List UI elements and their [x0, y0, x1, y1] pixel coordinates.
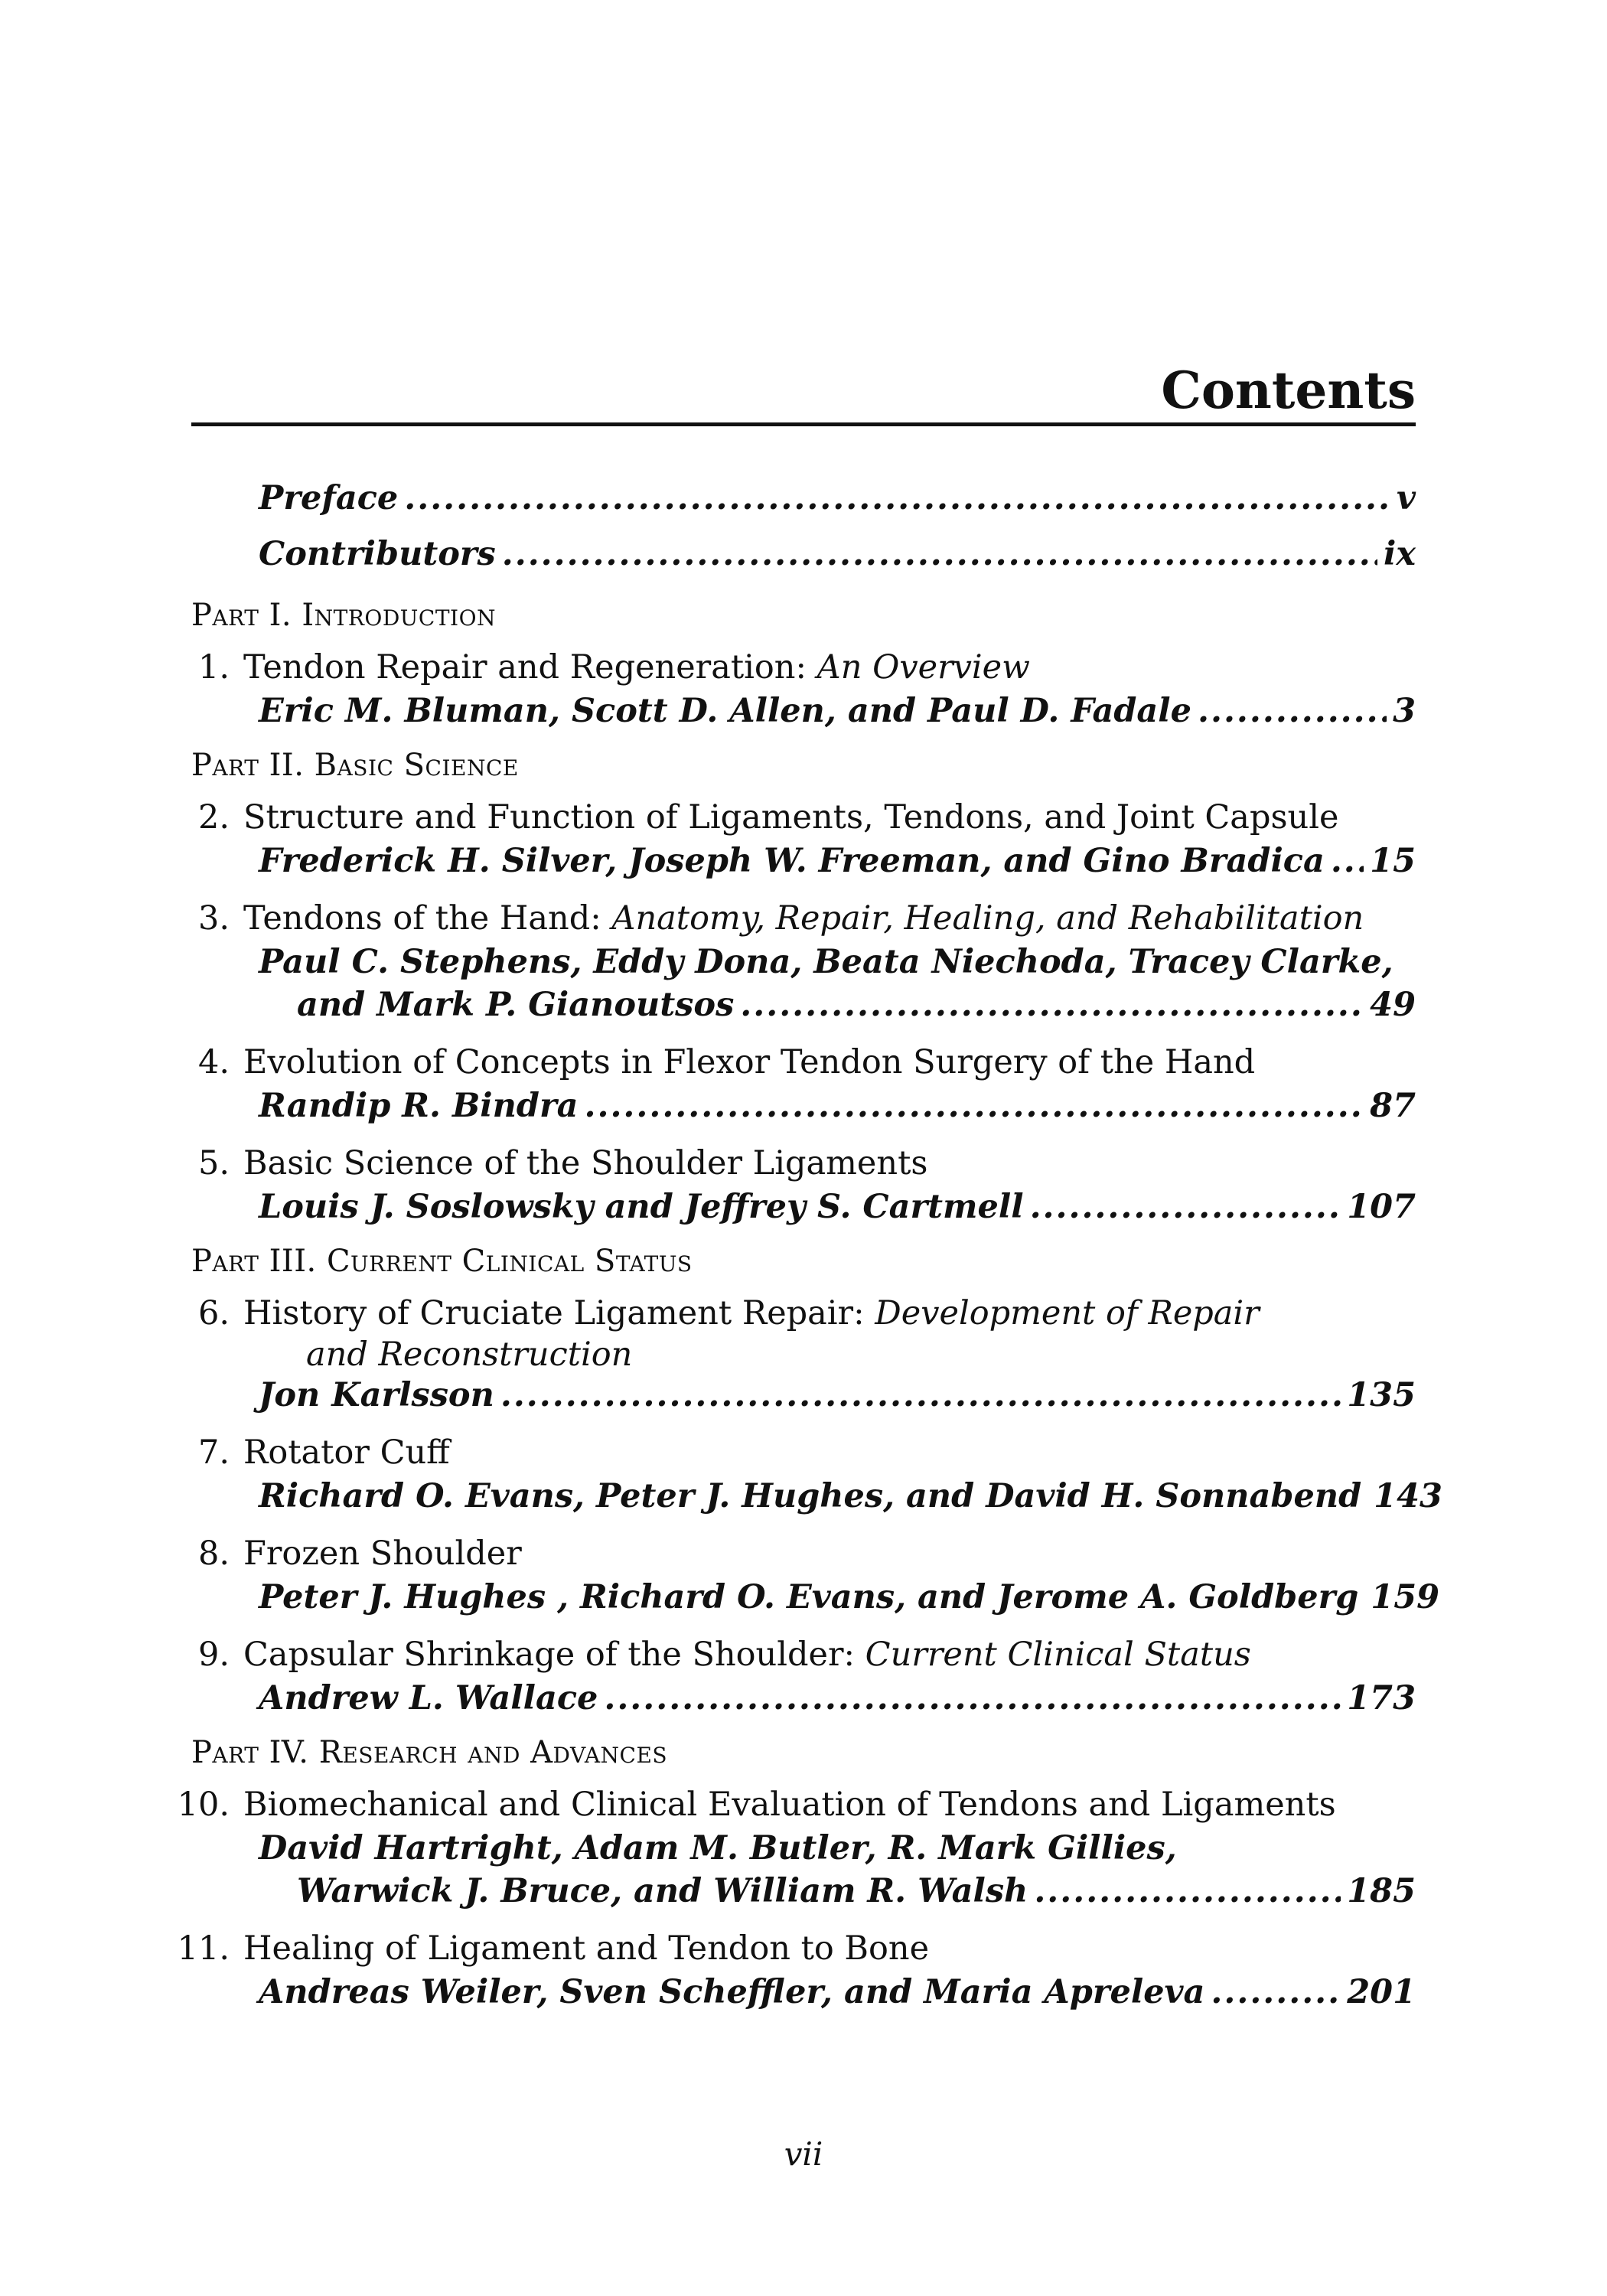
chapter-page: 173 [1347, 1679, 1416, 1717]
part-heading: Part IV. Research and Advances [191, 1735, 668, 1770]
front-matter-entry [259, 527, 1416, 582]
chapter-authors [259, 1186, 1416, 1228]
chapter-title-text: Frozen Shoulder [243, 1534, 522, 1573]
chapter-subtitle: An Overview [817, 648, 1030, 687]
author-names: and Mark P. Gianoutsos [297, 986, 735, 1024]
chapter-authors [259, 1827, 1416, 1870]
chapter-number: 5. [197, 1144, 230, 1182]
chapter-number: 6. [197, 1294, 230, 1332]
author-names: Randip R. Bindra [259, 1087, 579, 1125]
chapter-authors [259, 690, 1416, 732]
chapter-authors [259, 1084, 1416, 1127]
part-heading: Part I. Introduction [191, 598, 497, 633]
chapter-title-text: Rotator Cuff [243, 1433, 450, 1472]
chapter-title-line [191, 1430, 1416, 1475]
chapter-title-text: Capsular Shrinkage of the Shoulder: [243, 1636, 855, 1674]
chapter-title [243, 1926, 1416, 1971]
chapter-title-text: Tendon Repair and Regeneration: [243, 648, 807, 687]
chapter-title-line [191, 1632, 1416, 1677]
chapter-title-line [191, 1040, 1416, 1084]
chapter-subtitle: Current Clinical Status [865, 1636, 1251, 1674]
chapter-title-line [177, 1782, 1416, 1827]
chapter-title [243, 795, 1416, 840]
dot-leader [1198, 690, 1387, 732]
chapter-title [243, 896, 1416, 941]
author-names: Richard O. Evans, Peter J. Hughes, and David H. Sonnabend [259, 1477, 1362, 1515]
chapter-entry [191, 1632, 1416, 1720]
chapter-title-line [191, 1291, 1416, 1336]
chapter-page: 3 [1393, 692, 1416, 730]
chapter-page: 15 [1370, 842, 1416, 880]
chapter-entry [191, 896, 1416, 1026]
dot-leader [500, 1374, 1341, 1417]
chapter-entry [191, 1430, 1442, 1518]
chapter-number: 10. [177, 1786, 230, 1824]
author-names: Eric M. Bluman, Scott D. Allen, and Paul D. Fadale [259, 692, 1191, 730]
chapter-authors [297, 983, 1416, 1026]
chapter-page: 87 [1370, 1087, 1416, 1125]
title-rule [191, 422, 1416, 426]
dot-leader [604, 1677, 1341, 1720]
table-of-contents [177, 471, 1442, 2027]
chapter-number: 8. [197, 1534, 230, 1573]
chapter-title [243, 1141, 1416, 1186]
chapter-entry [177, 1782, 1416, 1913]
chapter-number: 3. [197, 899, 230, 938]
author-names: Paul C. Stephens, Eddy Dona, Beata Niechoda, Tracey Clarke, [259, 943, 1393, 981]
chapter-authors [259, 1374, 1416, 1417]
chapter-entry [191, 1040, 1416, 1127]
chapter-authors [259, 1677, 1416, 1720]
chapter-subtitle: Anatomy, Repair, Healing, and Rehabilitation [611, 899, 1364, 938]
dot-leader [1331, 840, 1364, 882]
chapter-authors [259, 1475, 1442, 1518]
dot-leader [1211, 1971, 1341, 2014]
front-matter-entry [259, 471, 1416, 527]
chapter-number: 2. [197, 798, 230, 837]
chapter-authors [259, 840, 1416, 882]
author-names: David Hartright, Adam M. Butler, R. Mark Gillies, [259, 1829, 1177, 1867]
chapter-title [243, 1430, 1416, 1475]
chapter-title-line [177, 1926, 1416, 1971]
chapter-page: 107 [1347, 1188, 1416, 1226]
chapter-title-text: Tendons of the Hand: [243, 899, 601, 938]
author-names: Jon Karlsson [259, 1376, 494, 1414]
chapter-entry [191, 645, 1416, 732]
chapter-title-line [191, 1141, 1416, 1186]
chapter-title-text: Healing of Ligament and Tendon to Bone [243, 1929, 930, 1968]
chapter-authors [297, 1870, 1416, 1913]
chapter-title-line [191, 1531, 1416, 1576]
chapter-title-text: Basic Science of the Shoulder Ligaments [243, 1144, 928, 1182]
dot-leader [585, 1084, 1364, 1127]
chapter-title-text: Biomechanical and Clinical Evaluation of Tendons and Ligaments [243, 1786, 1336, 1824]
chapter-page: 201 [1347, 1973, 1416, 2011]
chapter-title [243, 1040, 1416, 1084]
chapter-title-text: Structure and Function of Ligaments, Tendons, and Joint Capsule [243, 798, 1339, 837]
author-names: Peter J. Hughes , Richard O. Evans, and Jerome A. Goldberg [259, 1578, 1359, 1616]
author-names: Andrew L. Wallace [259, 1679, 598, 1717]
chapter-title [243, 1291, 1416, 1336]
chapter-title [243, 1531, 1416, 1576]
entry-label: Contributors [259, 535, 496, 573]
chapter-title-line [191, 645, 1416, 690]
chapter-subtitle-continued: and Reconstruction [306, 1336, 633, 1374]
chapter-authors [259, 1576, 1440, 1619]
chapter-title [243, 645, 1416, 690]
dot-leader [740, 983, 1364, 1026]
dot-leader [1030, 1186, 1341, 1228]
chapter-page: 143 [1374, 1477, 1442, 1515]
chapter-entry [191, 1291, 1416, 1417]
author-names: Andreas Weiler, Sven Scheffler, and Maria Apreleva [259, 1973, 1205, 2011]
chapter-title-line [191, 795, 1416, 840]
dot-leader [1034, 1870, 1341, 1913]
chapter-number: 11. [177, 1929, 230, 1968]
chapter-title-text: Evolution of Concepts in Flexor Tendon Surgery of the Hand [243, 1043, 1256, 1081]
author-names: Frederick H. Silver, Joseph W. Freeman, and Gino Bradica [259, 842, 1325, 880]
dot-leader [502, 527, 1377, 582]
chapter-page: 185 [1347, 1872, 1416, 1910]
chapter-page: 159 [1371, 1578, 1440, 1616]
chapter-entry [177, 1926, 1416, 2014]
chapter-subtitle: Development of Repair [875, 1294, 1260, 1332]
chapter-authors [259, 1971, 1416, 2014]
chapter-page: 135 [1347, 1376, 1416, 1414]
chapter-number: 4. [197, 1043, 230, 1081]
contents-page [177, 0, 1442, 2296]
entry-page: ix [1384, 535, 1416, 573]
author-names: Louis J. Soslowsky and Jeffrey S. Cartmell [259, 1188, 1024, 1226]
chapter-title [243, 1632, 1416, 1677]
chapter-number: 7. [197, 1433, 230, 1472]
page-title: Contents [1161, 360, 1416, 420]
chapter-entry [191, 1531, 1440, 1619]
author-names: Warwick J. Bruce, and William R. Walsh [297, 1872, 1028, 1910]
chapter-title-line [191, 896, 1416, 941]
chapter-title [243, 1782, 1416, 1827]
chapter-entry [191, 1141, 1416, 1228]
entry-page: v [1397, 479, 1416, 517]
page-number: vii [784, 2135, 823, 2173]
chapter-page: 49 [1370, 986, 1416, 1024]
part-heading: Part III. Current Clinical Status [191, 1244, 693, 1279]
part-heading: Part II. Basic Science [191, 748, 519, 783]
chapter-entry [191, 795, 1416, 882]
entry-label: Preface [259, 479, 399, 517]
chapter-authors [259, 941, 1416, 983]
chapter-title-text: History of Cruciate Ligament Repair: [243, 1294, 865, 1332]
dot-leader [404, 471, 1390, 527]
chapter-number: 1. [197, 648, 230, 687]
chapter-number: 9. [197, 1636, 230, 1674]
